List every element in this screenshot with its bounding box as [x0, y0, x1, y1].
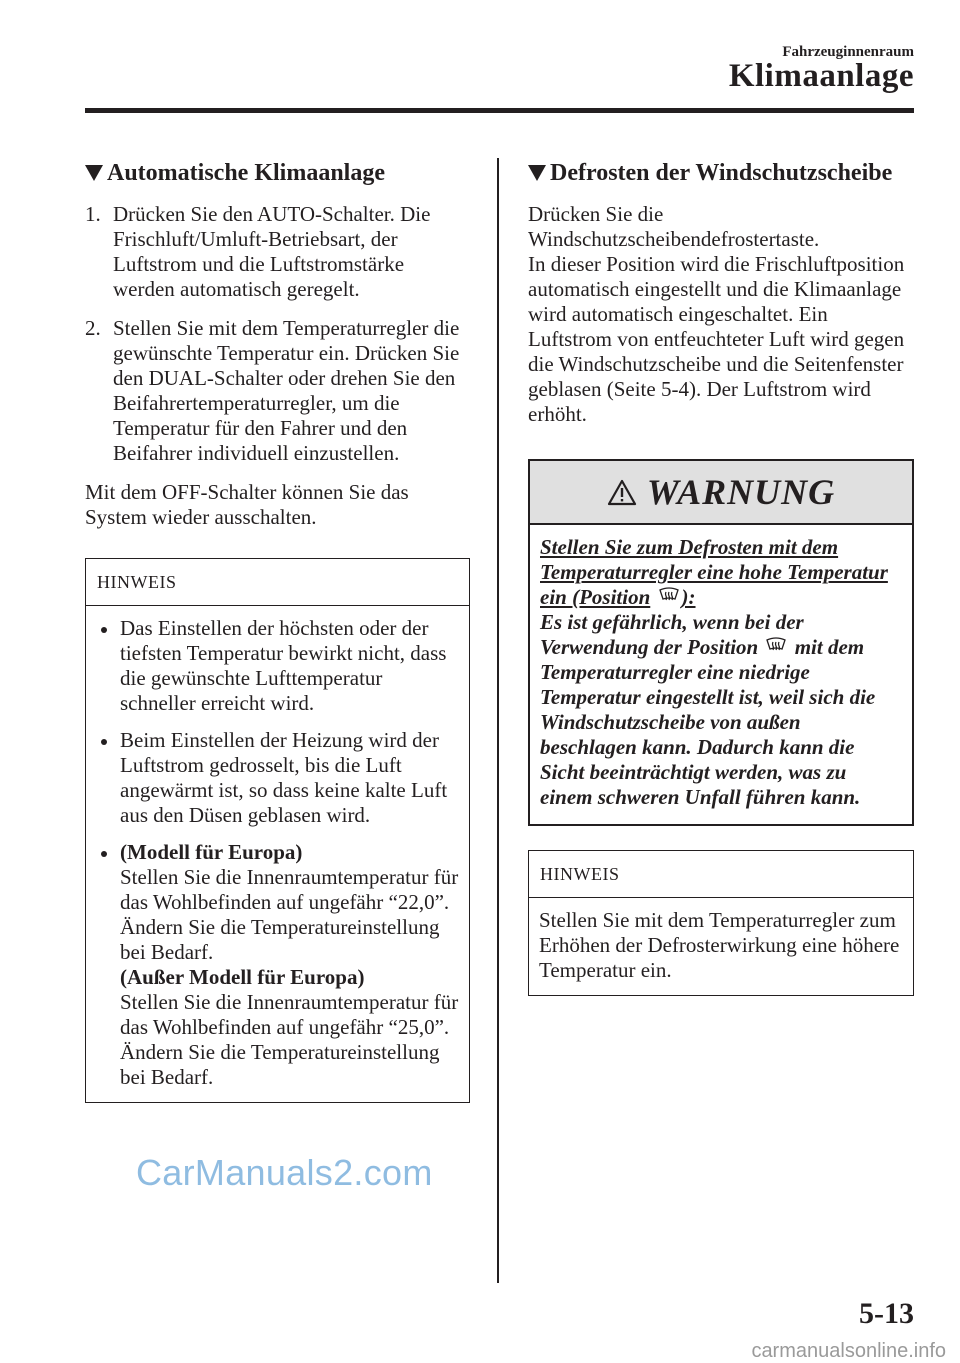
column-divider	[497, 158, 499, 1283]
list-item	[96, 616, 459, 716]
warning-title: WARNUNG	[646, 472, 836, 512]
note-text: Stellen Sie mit dem Temperaturregler zum Erhöhen der Defrosterwirkung eine höhere Temperatur ein.	[539, 908, 900, 982]
note-label: HINWEIS	[529, 851, 913, 898]
list-item	[96, 728, 459, 828]
bullet-icon	[101, 851, 107, 857]
list-item	[85, 202, 470, 302]
header-rule	[85, 108, 914, 113]
step-number: 2.	[85, 316, 101, 340]
bullet-icon	[101, 627, 107, 633]
header-section-label: Fahrzeuginnenraum	[782, 44, 914, 60]
defrost-icon	[765, 637, 787, 655]
warning-body	[530, 525, 912, 824]
note-box-left	[85, 558, 470, 1103]
defrost-paragraph-1: Drücken Sie die Windschutzscheibendefrostertaste.	[528, 202, 820, 251]
note-body	[529, 898, 913, 995]
right-column	[528, 158, 914, 996]
warning-underlined-end: ):	[681, 585, 696, 609]
section-heading-defrost	[528, 158, 914, 188]
note-list	[96, 616, 459, 1090]
bullet-icon	[101, 739, 107, 745]
list-item	[96, 840, 459, 1090]
section-triangle-icon	[528, 165, 546, 181]
note-box-right	[528, 850, 914, 996]
defrost-paragraph-2: In dieser Position wird die Frischluftposition automatisch eingestellt und die Klimaanlage wird automatisch eingeschaltet. Ein Luftstrom von entfeuchteter Luft wird gegen die Windschutzscheibe und die Seitenfenster geblasen (Seite 5-4). Der Luftstrom wird erhöht.	[528, 252, 905, 426]
page-title: Klimaanlage	[728, 58, 914, 94]
steps-list	[85, 202, 470, 466]
warning-triangle-icon	[607, 479, 637, 506]
defrost-icon	[658, 587, 680, 605]
list-item	[85, 316, 470, 466]
section-heading-text: Defrosten der Windschutzscheibe	[550, 160, 893, 186]
model-label-non-europe: (Außer Modell für Europa)	[120, 965, 365, 989]
off-switch-paragraph: Mit dem OFF-Schalter können Sie das System wieder ausschalten.	[85, 480, 409, 529]
section-heading-automatic	[85, 158, 470, 188]
warning-header	[530, 461, 912, 525]
warning-box	[528, 459, 914, 826]
page-number: 5-13	[859, 1297, 914, 1330]
note-text: Stellen Sie die Innenraumtemperatur für das Wohlbefinden auf ungefähr “25,0”. Ändern Sie die Temperatureinstellung bei Bedarf.	[120, 990, 459, 1089]
warning-text-a: Es ist gefährlich, wenn bei der Verwendung der Position	[540, 610, 804, 659]
note-text: Stellen Sie die Innenraumtemperatur für das Wohlbefinden auf ungefähr “22,0”. Ändern Sie die Temperatureinstellung bei Bedarf.	[120, 865, 459, 964]
footer-watermark: carmanualsonline.info	[751, 1340, 946, 1362]
note-text: Das Einstellen der höchsten oder der tiefsten Temperatur bewirkt nicht, dass die gewünschte Lufttemperatur schneller erreicht wird.	[120, 616, 447, 715]
step-number: 1.	[85, 202, 101, 226]
note-body	[86, 606, 469, 1102]
model-label-europe: (Modell für Europa)	[120, 840, 303, 864]
section-triangle-icon	[85, 165, 103, 181]
left-column	[85, 158, 470, 1103]
step-text: Stellen Sie mit dem Temperaturregler die gewünschte Temperatur ein. Drücken Sie den DUAL-Schalter oder drehen Sie den Beifahrertemperaturregler, um die Temperatur für den Fahrer und den Beifahrer individuell einzustellen.	[113, 316, 460, 465]
warning-text-b: mit dem Temperaturregler eine niedrige Temperatur eingestellt ist, weil sich die Windschutzscheibe von außen beschlagen kann. Dadurch kann die Sicht beeinträchtigt werden, was zu einem schweren Unfall führen kann.	[540, 635, 876, 809]
step-text: Drücken Sie den AUTO-Schalter. Die Frischluft/Umluft-Betriebsart, der Luftstrom und die Luftstromstärke werden automatisch geregelt.	[113, 202, 431, 301]
warning-underlined-text: Stellen Sie zum Defrosten mit dem Temperaturregler eine hohe Temperatur ein (Position	[540, 535, 888, 609]
note-text: Beim Einstellen der Heizung wird der Luftstrom gedrosselt, bis die Luft angewärmt ist, so dass keine kalte Luft aus den Düsen geblasen wird.	[120, 728, 448, 827]
note-label: HINWEIS	[86, 559, 469, 606]
section-heading-text: Automatische Klimaanlage	[107, 160, 385, 186]
watermark-logo: CarManuals2.com	[136, 1152, 433, 1193]
